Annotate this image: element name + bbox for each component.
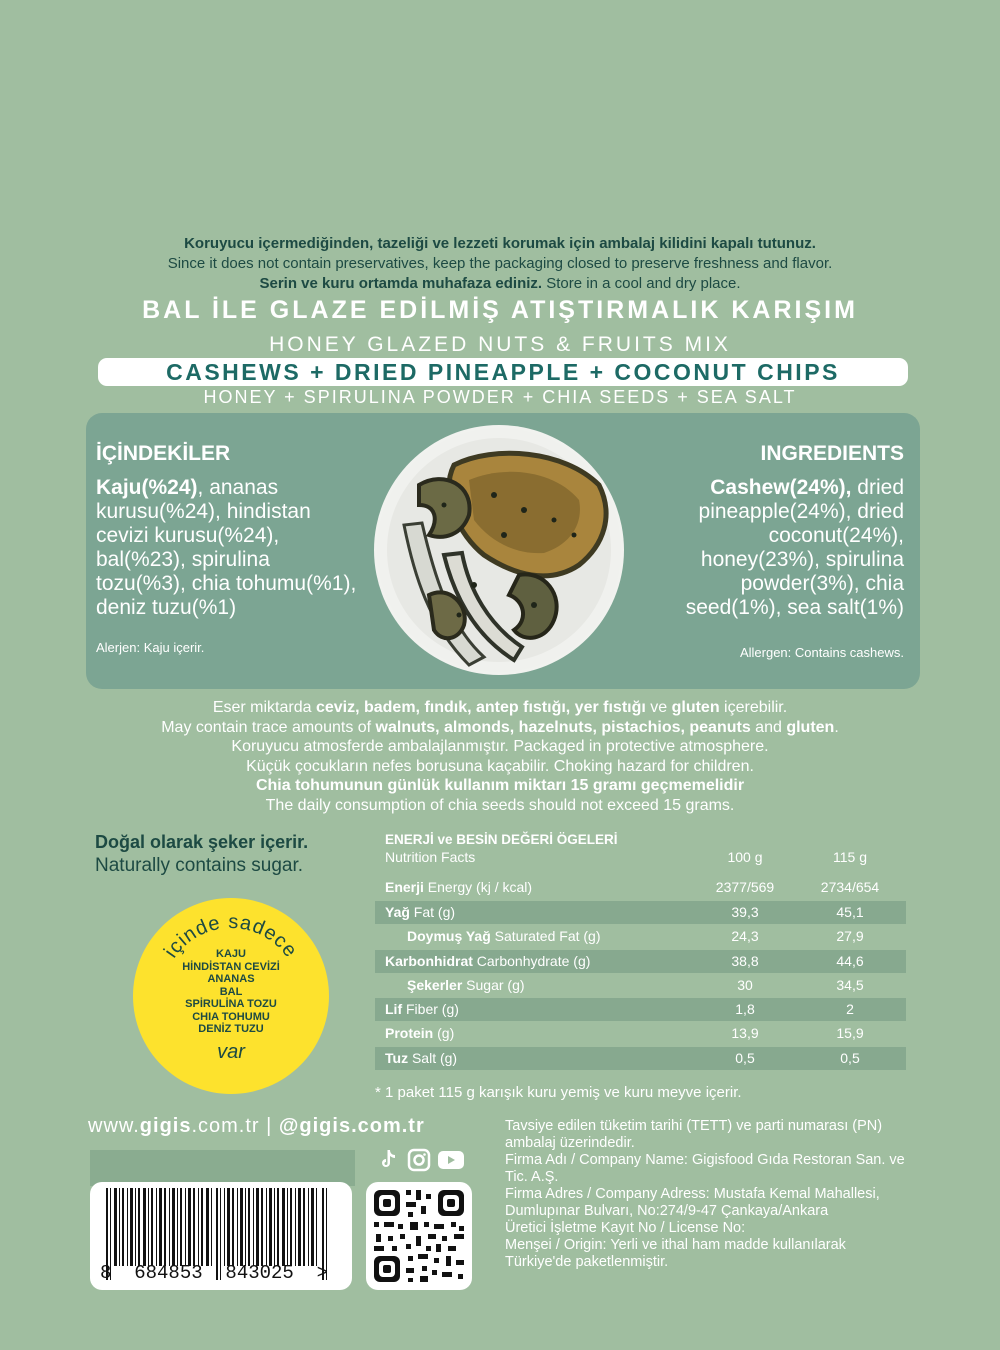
nutrient-name-en: Salt (g) [411,1050,458,1066]
badge-bottom-text: var [217,1041,245,1063]
chia-limit-en: The daily consumption of chia seeds should not exceed 15 grams. [265,796,735,814]
only-contains-badge [133,898,329,1094]
trace-en-allergens: walnuts, almonds, hazelnuts, pistachios, peanuts [375,718,751,736]
trace-tr-pre: Eser miktarda [212,699,316,716]
nutrient-name-en: Carbonhydrate (g) [476,953,591,969]
website-brand: gigis [139,1115,192,1137]
ingredients-line-tr: deniz tuzu(%1) [96,596,237,619]
nutrition-heading-tr: ENERJİ ve BESİN DEĞERİ ÖGELERİ [385,832,618,847]
qr-code-graphic [366,1182,472,1290]
company-name-value: Gigisfood Gıda Restoran San. ve Tic. A.Ş. [505,1152,905,1185]
trace-warning-en [0,718,1000,738]
origin [505,1237,910,1271]
origin-value: Yerli ve ithal ham madde kullanılarak Türkiye'de paketlenmiştir. [505,1237,846,1270]
nutrient-value-100g: 38,8 [731,953,759,969]
nutrient-name-tr: Lif [385,1001,403,1017]
trace-en-gluten: gluten [786,718,835,736]
social-icons [377,1148,467,1177]
nutrient-value-100g: 30 [737,977,753,993]
badge-item: DENİZ TUZU [198,1023,264,1035]
nutrient-name-en: Fiber (g) [406,1001,459,1017]
trace-tr-mid: ve [645,699,672,716]
qr-code[interactable] [366,1182,472,1290]
ingredients-line-en: coconut(24%), [768,524,904,547]
nutrient-value-115g: 15,9 [836,1025,864,1041]
trace-en-post: . [834,718,839,736]
nutrition-row-protein [375,1022,906,1045]
website-line [88,1115,425,1138]
storage-line-3-rest: Store in a cool and dry place. [542,275,741,292]
tiktok-icon [382,1150,395,1167]
trace-warning-tr [0,698,1000,718]
product-photo [374,425,624,675]
nutrient-value-100g: 1,8 [735,1001,755,1017]
social-handle: @gigis.com.tr [278,1115,425,1137]
nutrient-value-115g: 2734/654 [820,879,880,895]
nutrient-name-en: (g) [437,1025,455,1041]
nutrient-value-115g: 34,5 [836,977,864,993]
choking-warning: Küçük çocukların nefes borusuna kaçabilir. Choking hazard for children. [246,757,754,775]
ingredients-line-en: pineapple(24%), dried [698,500,904,523]
ingredients-line-tr: tozu(%3), chia tohumu(%1), [96,572,357,595]
barcode [90,1182,352,1290]
ingredients-lead-tr: Kaju(%24) [96,476,198,499]
nutrient-value-115g: 44,6 [836,953,864,969]
company-address [505,1186,910,1220]
nutrient-name-tr: Doymuş Yağ [407,928,491,944]
nutrition-heading-en: Nutrition Facts [385,849,476,865]
allergen-en: Allergen: Contains cashews. [739,645,904,660]
trace-en-pre: May contain trace amounts of [161,718,376,736]
company-name [505,1152,910,1186]
website-prefix: www. [88,1115,140,1137]
nutrient-value-115g: 2 [846,1001,854,1017]
license-number: Üretici İşletme Kayıt No / License No: [505,1220,746,1236]
ingredients-line-en: dried [851,476,904,499]
chia-limit-tr: Chia tohumunun günlük kullanım miktarı 15 gramı geçmemelidir [255,777,745,794]
package-footnote: * 1 paket 115 g karışık kuru yemiş ve kuru meyve içerir. [375,1084,742,1101]
ingredients-line-tr: cevizi kurusu(%24), [96,524,280,547]
origin-label: Menşei / Origin: [505,1237,611,1253]
nutrient-value-115g: 0,5 [840,1050,860,1066]
nutrient-name-tr: Enerji [385,879,424,895]
nutrient-value-100g: 39,3 [731,904,759,920]
nutrition-col-115g: 115 g [833,849,867,865]
sugar-note-en: Naturally contains sugar. [95,855,304,876]
ingredients-lead-en: Cashew(24%), [710,476,852,499]
product-title-tr: BAL İLE GLAZE EDİLMİŞ ATIŞTIRMALIK KARIŞIM [142,296,858,324]
nutrition-col-100g: 100 g [727,849,763,865]
ingredients-text-tr [96,476,386,620]
trace-tr-gluten: gluten [671,699,720,716]
instagram-icon [409,1150,429,1170]
badge-item: SPİRULİNA TOZU [185,998,277,1010]
storage-line-tr: Koruyucu içermediğinden, tazeliği ve lezzeti korumak için ambalaj kilidini kapalı tutunuz. [184,235,816,252]
storage-line-3 [0,274,1000,294]
nutrient-name-tr: Şekerler [407,977,463,993]
nutrition-row-fat [375,901,906,924]
trace-en-mid: and [750,718,787,736]
warnings-block [0,698,1000,815]
nutrient-name-en: Saturated Fat (g) [494,928,601,944]
ingredients-line-en: honey(23%), spirulina [700,548,904,571]
storage-line-3-bold: Serin ve kuru ortamda muhafaza ediniz. [259,275,543,292]
product-title-en: HONEY GLAZED NUTS & FRUITS MIX [269,333,731,356]
nutrition-row-salt [375,1047,906,1070]
sugar-note-tr: Doğal olarak şeker içerir. [95,832,309,852]
nutrition-row-sugars [375,974,906,997]
sub-ingredients: HONEY + SPIRULINA POWDER + CHIA SEEDS + SEA SALT [203,387,797,407]
trace-tr-post: içerebilir. [719,699,788,716]
main-ingredients-pill: CASHEWS + DRIED PINEAPPLE + COCONUT CHIPS [98,358,908,386]
nutrient-name-tr: Tuz [385,1050,409,1066]
ingredients-heading-tr: İÇİNDEKİLER [96,442,231,465]
company-address-value: Mustafa Kemal Mahallesi, Dumlupınar Bulvarı, No:274/9-47 Çankaya/Ankara [505,1186,880,1219]
nutrient-value-100g: 24,3 [731,928,759,944]
badge-item: BAL [219,985,243,998]
storage-line-en: Since it does not contain preservatives, keep the packaging closed to preserve freshness and flavor. [167,255,833,272]
ingredients-line-tr: , ananas [197,476,279,499]
nutrient-value-115g: 27,9 [836,928,864,944]
ingredients-line-tr: bal(%23), spirulina [96,548,270,571]
barcode-top-strip [90,1150,355,1186]
ingredients-heading-en: INGREDIENTS [760,442,904,465]
nutrient-name-en: Energy (kj / kcal) [427,879,533,895]
tett-note: Tavsiye edilen tüketim tarihi (TETT) ve parti numarası (PN) ambalaj üzerindedir. [505,1118,883,1151]
ingredients-line-en: powder(3%), chia [740,572,904,595]
badge-top-text: içinde sadece [159,910,302,963]
nutrient-value-100g: 0,5 [735,1050,755,1066]
product-photo-illustration [374,425,624,675]
badge-items [133,948,329,1036]
youtube-icon [438,1151,464,1169]
badge-item: KAJU [216,948,246,960]
nutrient-name-tr: Yağ [385,904,410,920]
nutrition-row-energy [375,876,906,899]
nutrient-name-en: Fat (g) [413,904,456,920]
allergen-tr: Alerjen: Kaju içerir. [96,640,205,655]
nutrient-value-100g: 2377/569 [715,879,775,895]
company-address-label: Firma Adres / Company Adress: [505,1186,714,1202]
nutrient-name-tr: Protein [385,1025,434,1041]
nutrition-row-carbohydrate [375,950,906,973]
nutrient-name-tr: Karbonhidrat [385,953,473,969]
atmosphere-note: Koruyucu atmosferde ambalajlanmıştır. Packaged in protective atmosphere. [231,738,769,755]
barcode-digits: 8 684853 843025 > [100,1262,329,1284]
ingredients-text-en [644,476,904,620]
trace-tr-allergens: ceviz, badem, fındık, antep fıstığı, yer fıstığı [315,699,646,716]
website-suffix: .com.tr | [191,1115,279,1137]
badge-item: HİNDİSTAN CEVİZİ [182,960,280,973]
badge-item: ANANAS [207,973,255,985]
nutrition-row-saturated-fat [375,925,906,948]
nutrient-value-100g: 13,9 [731,1025,759,1041]
social-icons-svg [377,1148,467,1172]
storage-notice [0,234,1000,294]
nutrient-name-en: Sugar (g) [466,977,525,993]
nutrient-value-115g: 45,1 [836,904,864,920]
company-name-label: Firma Adı / Company Name: [505,1152,692,1168]
company-info [505,1118,910,1271]
nutrition-row-fiber [375,998,906,1021]
ingredients-line-tr: kurusu(%24), hindistan [96,500,311,523]
badge-item: CHIA TOHUMU [192,1010,270,1023]
ingredients-line-en: seed(1%), sea salt(1%) [685,596,904,619]
